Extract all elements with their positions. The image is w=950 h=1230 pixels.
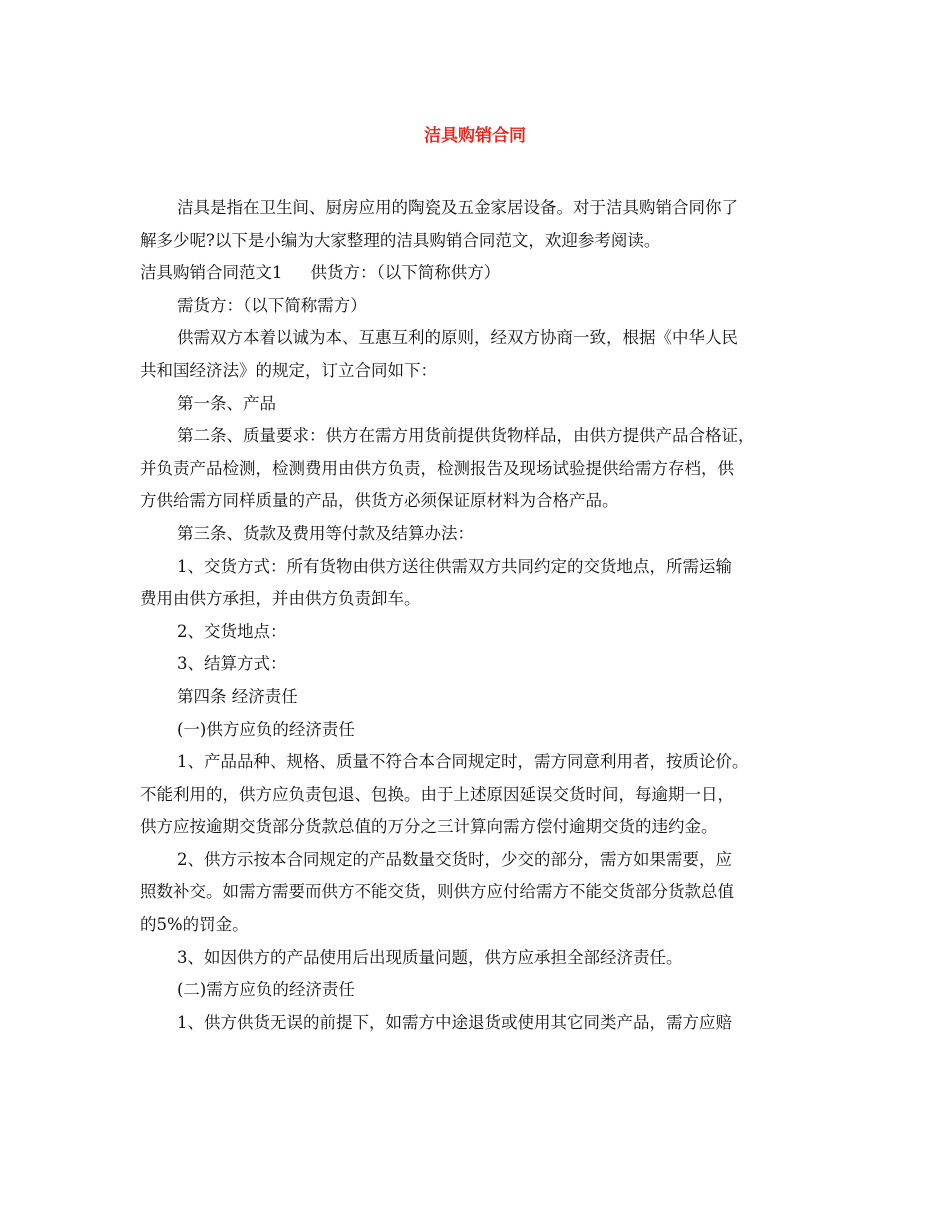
paragraph-line-16: 第四条 经济责任 [177, 686, 298, 706]
sample-heading: 洁具购销合同范文1 [140, 263, 283, 283]
paragraph-line-5: 供需双方本着以诚为本、互惠互利的原则，经双方协商一致，根据《中华人民 [177, 328, 738, 348]
paragraph-line-14: 2、交货地点： [177, 621, 287, 641]
paragraph-line-10: 方供给需方同样质量的产品，供货方必须保证原材料为合格产品。 [140, 491, 619, 511]
paragraph-line-17: (一)供方应负的经济责任 [177, 719, 355, 739]
paragraph-line-11: 第三条、货款及费用等付款及结算办法： [177, 523, 474, 543]
paragraph-line-4: 需货方：（以下简称需方） [177, 295, 367, 315]
paragraph-line-6: 共和国经济法》的规定，订立合同如下： [140, 360, 437, 380]
paragraph-line-3 [140, 257, 820, 290]
paragraph-line-21: 2、供方示按本合同规定的产品数量交货时，少交的部分，需方如果需要，应 [177, 849, 732, 869]
paragraph-line-12: 1、交货方式：所有货物由供方送往供需双方共同约定的交货地点，所需运输 [177, 556, 732, 576]
document-body [140, 192, 820, 1039]
paragraph-line-22: 照数补交。如需方需要而供方不能交货，则供方应付给需方不能交货部分货款总值 [140, 882, 734, 902]
supplier-line: 供货方：（以下简称供方） [310, 263, 501, 283]
paragraph-line-15: 3、结算方式： [177, 654, 287, 674]
paragraph-line-8: 第二条、质量要求：供方在需方用货前提供货物样品，由供方提供产品合格证， [177, 426, 755, 446]
paragraph-line-19: 不能利用的，供方应负责包退、包换。由于上述原因延误交货时间，每逾期一日， [140, 784, 734, 804]
paragraph-line-13: 费用由供方承担，并由供方负责卸车。 [140, 589, 421, 609]
paragraph-line-20: 供方应按逾期交货部分货款总值的万分之三计算向需方偿付逾期交货的违约金。 [140, 817, 718, 837]
paragraph-line-18: 1、产品品种、规格、质量不符合本合同规定时，需方同意利用者，按质论价。 [177, 752, 749, 772]
paragraph-line-1: 洁具是指在卫生间、厨房应用的陶瓷及五金家居设备。对于洁具购销合同你了 [177, 198, 738, 217]
document-title: 洁具购销合同 [424, 126, 526, 146]
paragraph-line-24: 3、如因供方的产品使用后出现质量问题，供方应承担全部经济责任。 [177, 947, 683, 967]
paragraph-line-7: 第一条、产品 [177, 393, 276, 413]
paragraph-line-25: (二)需方应负的经济责任 [177, 980, 355, 1000]
paragraph-line-2: 解多少呢?以下是小编为大家整理的洁具购销合同范文，欢迎参考阅读。 [140, 230, 661, 250]
paragraph-line-9: 并负责产品检测，检测费用由供方负责，检测报告及现场试验提供给需方存档，供 [140, 458, 734, 478]
paragraph-line-26: 1、供方供货无误的前提下，如需方中途退货或使用其它同类产品，需方应赔 [177, 1012, 732, 1032]
paragraph-line-23: 的5%的罚金。 [140, 915, 249, 935]
